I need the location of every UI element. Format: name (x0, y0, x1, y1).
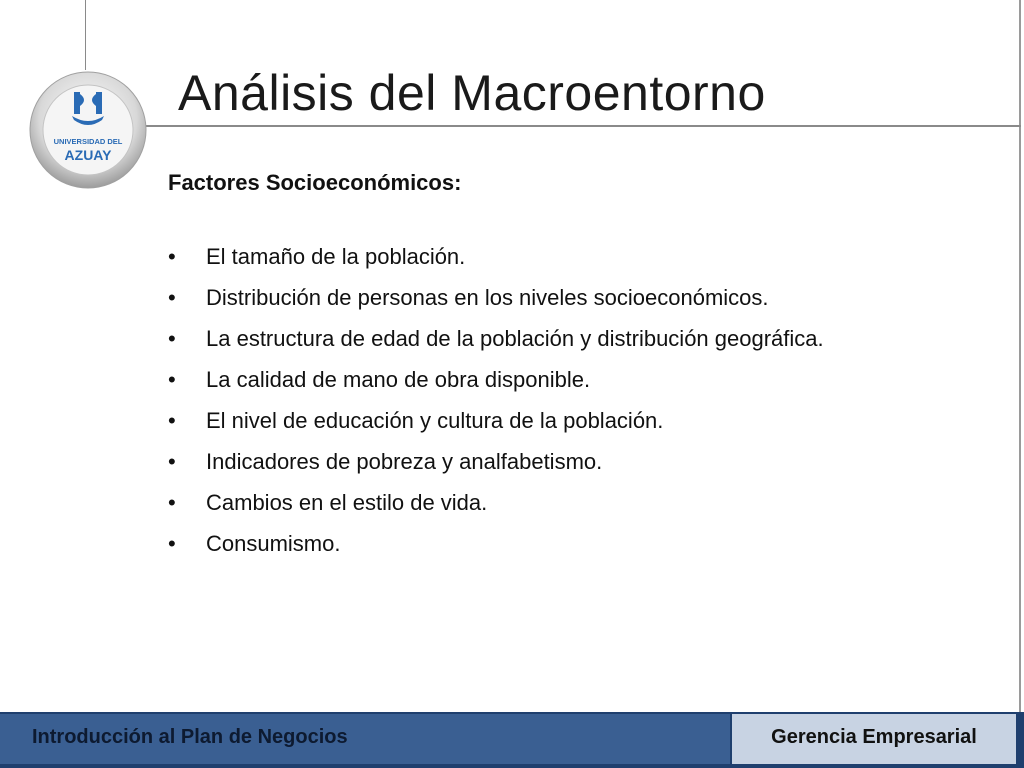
footer-course-label: Introducción al Plan de Negocios (0, 714, 730, 764)
list-item-text: La estructura de edad de la población y distribución geográfica. (206, 326, 824, 351)
bullet-icon: • (168, 490, 176, 515)
decor-vertical-line-left (85, 0, 86, 70)
bullet-icon: • (168, 408, 176, 433)
footer-subject-label: Gerencia Empresarial (732, 714, 1016, 764)
list-item (168, 280, 824, 321)
title-underline (145, 125, 1021, 127)
bullet-icon: • (168, 285, 176, 310)
slide-title: Análisis del Macroentorno (178, 65, 766, 121)
list-item (168, 526, 824, 567)
list-item (168, 444, 824, 485)
list-item-text: El tamaño de la población. (206, 244, 466, 269)
bullet-icon: • (168, 367, 176, 392)
list-item (168, 321, 824, 362)
list-item (168, 485, 824, 526)
list-item (168, 362, 824, 403)
logo-line2: AZUAY (64, 147, 112, 163)
decor-vertical-line-right (1019, 0, 1021, 712)
list-item-text: Indicadores de pobreza y analfabetismo. (206, 449, 603, 474)
bullet-icon: • (168, 244, 176, 269)
list-item-text: El nivel de educación y cultura de la población. (206, 408, 664, 433)
list-item-text: Distribución de personas en los niveles socioeconómicos. (206, 285, 769, 310)
list-item-text: Cambios en el estilo de vida. (206, 490, 488, 515)
university-logo (28, 70, 148, 190)
bullet-icon: • (168, 531, 176, 556)
bullet-list (168, 239, 824, 567)
bullet-icon: • (168, 326, 176, 351)
list-item (168, 239, 824, 280)
list-item-text: La calidad de mano de obra disponible. (206, 367, 591, 392)
list-item-text: Consumismo. (206, 531, 341, 556)
list-item (168, 403, 824, 444)
university-emblem-icon (28, 70, 148, 190)
section-subtitle: Factores Socioeconómicos: (168, 170, 462, 195)
logo-line1: UNIVERSIDAD DEL (53, 137, 123, 146)
bullet-icon: • (168, 449, 176, 474)
